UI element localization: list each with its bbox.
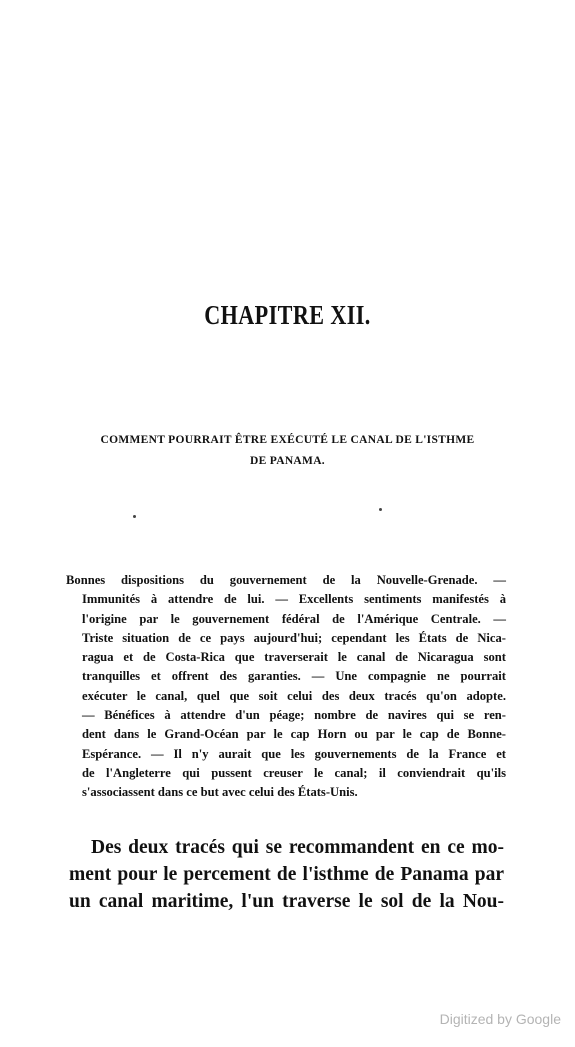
summary-line: exécuter le canal, quel que soit celui des deux tracés qu'on adopte. (82, 688, 506, 703)
print-speck (133, 515, 136, 518)
summary-line: Triste situation de ce pays aujourd'hui; cependant les États de Nica- (82, 630, 506, 645)
chapter-heading-line-1: COMMENT POURRAIT ÊTRE EXÉCUTÉ LE CANAL DE L'ISTHME (100, 434, 475, 446)
summary-line: Immunités à attendre de lui. — Excellents sentiments manifestés à (82, 592, 506, 607)
body-paragraph (69, 834, 504, 915)
body-line: un canal maritime, l'un traverse le sol de la Nou- (69, 891, 504, 912)
summary-line: l'origine par le gouvernement fédéral de l'Amérique Centrale. — (82, 611, 506, 626)
digitized-watermark: Digitized by Google (439, 1011, 561, 1027)
body-line: ment pour le percement de l'isthme de Panama par (69, 864, 504, 885)
summary-line: — Bénéfices à attendre d'un péage; nombre de navires qui se ren- (82, 708, 506, 723)
summary-line: dent dans le Grand-Océan par le cap Horn ou par le cap de Bonne- (82, 727, 506, 742)
chapter-heading (60, 430, 515, 472)
summary-line: tranquilles et offrent des garanties. — Une compagnie ne pourrait (82, 669, 506, 684)
summary-line: s'associassent dans ce but avec celui des États-Unis. (82, 785, 358, 800)
summary-line: Espérance. — Il n'y aurait que les gouvernements de la France et (82, 746, 506, 761)
chapter-heading-line-2: DE PANAMA. (250, 455, 325, 467)
chapter-summary (66, 571, 506, 803)
summary-line: Bonnes dispositions du gouvernement de la Nouvelle-Grenade. — (66, 573, 506, 587)
summary-line: de l'Angleterre qui pussent creuser le canal; il conviendrait qu'ils (82, 765, 506, 780)
print-speck (379, 508, 382, 511)
body-line: Des deux tracés qui se recommandent en ce mo- (91, 837, 504, 858)
summary-line: ragua et de Costa-Rica que traverserait le canal de Nicaragua sont (82, 650, 506, 665)
chapter-title: CHAPITRE XII. (204, 300, 371, 330)
